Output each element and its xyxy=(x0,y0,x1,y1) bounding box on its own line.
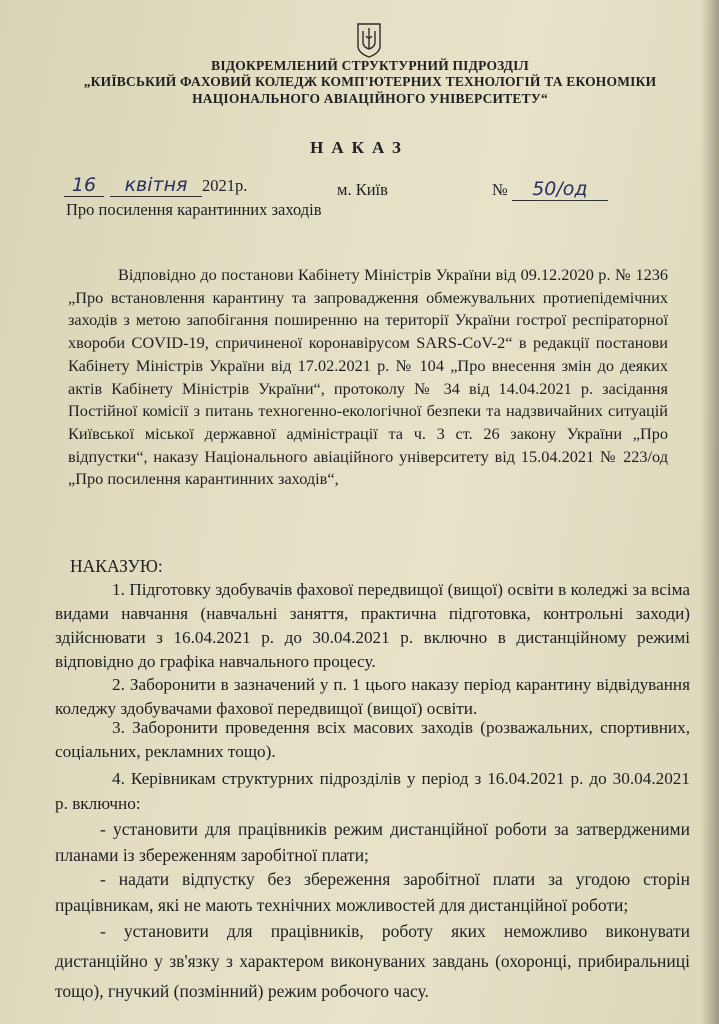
date-day: 16 xyxy=(64,174,104,197)
city: м. Київ xyxy=(337,180,388,199)
item-3: 3. Заборонити проведення всіх масових заходів (розважальних, спортивних, соціальних, рекламних тощо). xyxy=(55,718,690,761)
order-number-prefix: № xyxy=(492,180,508,199)
document-title: НАКАЗ xyxy=(310,138,409,157)
subject: Про посилення карантинних заходів xyxy=(66,200,322,219)
preamble-paragraph: Відповідно до постанови Кабінету Міністрів України від 09.12.2020 р. № 1236 „Про встановлення карантину та запровадження обмежувальних протиепідемічних заходів з метою запобігання поширенню на території України гострої респіраторної хвороби COVID-19, спричиненої коронавірусом SARS-CoV-2“ в редакції постанови Кабінету Міністрів України від 17.02.2021 р. № 104 „Про внесення змін до деяких актів Кабінету Міністрів України“, протоколу № 34 від 14.04.2021 р. засідання Постійної комісії з питань техногенно-екологічної безпеки та надзвичайних ситуацій Київської міської державної адміністрації та ч. 3 ст. 26 закону України „Про відпустки“, наказу Національного авіаційного університету від 15.04.2021 № 223/од „Про посилення карантинних заходів“, xyxy=(68,265,668,489)
subitem-2: - надати відпустку без збереження заробітної плати за угодою сторін працівникам, які не мають технічних можливостей для дистанційної роботи; xyxy=(55,869,690,915)
order-word: НАКАЗУЮ: xyxy=(70,556,163,576)
date-month: квітня xyxy=(110,174,202,197)
header-line-3: НАЦІОНАЛЬНОГО АВІАЦІЙНОГО УНІВЕРСИТЕТУ“ xyxy=(192,91,548,106)
order-number xyxy=(492,178,608,201)
trident-emblem-icon xyxy=(356,22,382,58)
subitem-1: - установити для працівників режим дистанційної роботи за затвердженими планами із збереженням заробітної плати; xyxy=(55,819,690,865)
item-2: 2. Заборонити в зазначений у п. 1 цього наказу період карантину відвідування коледжу здобувачами фахової передвищої (вищої) освіти. xyxy=(55,675,690,718)
order-number-value: 50/од xyxy=(512,178,608,201)
header-line-2: „КИЇВСЬКИЙ ФАХОВИЙ КОЛЕДЖ КОМП'ЮТЕРНИХ ТЕХНОЛОГІЙ ТА ЕКОНОМІКИ xyxy=(83,74,657,89)
date-year: 2021р. xyxy=(202,176,248,195)
item-4: 4. Керівникам структурних підрозділів у період з 16.04.2021 р. до 30.04.2021 р. включно: xyxy=(55,769,690,813)
date-block xyxy=(64,174,247,197)
item-1: 1. Підготовку здобувачів фахової передвищої (вищої) освіти в коледжі за всіма видами навчання (навчальні заняття, практична підготовка, контрольні заходи) здійснювати з 16.04.2021 р. до 30.04.2021 р. включно в дистанційному режимі відповідно до графіка навчального процесу. xyxy=(55,580,690,671)
header-line-1: ВІДОКРЕМЛЕНИЙ СТРУКТУРНИЙ ПІДРОЗДІЛ xyxy=(211,58,529,73)
subitem-3: - установити для працівників, роботу яких неможливо виконувати дистанційно у зв'язку з характером виконуваних завдань (охоронці, прибиральниці тощо), гнучкий (позмінний) режим робочого часу. xyxy=(55,921,690,1001)
